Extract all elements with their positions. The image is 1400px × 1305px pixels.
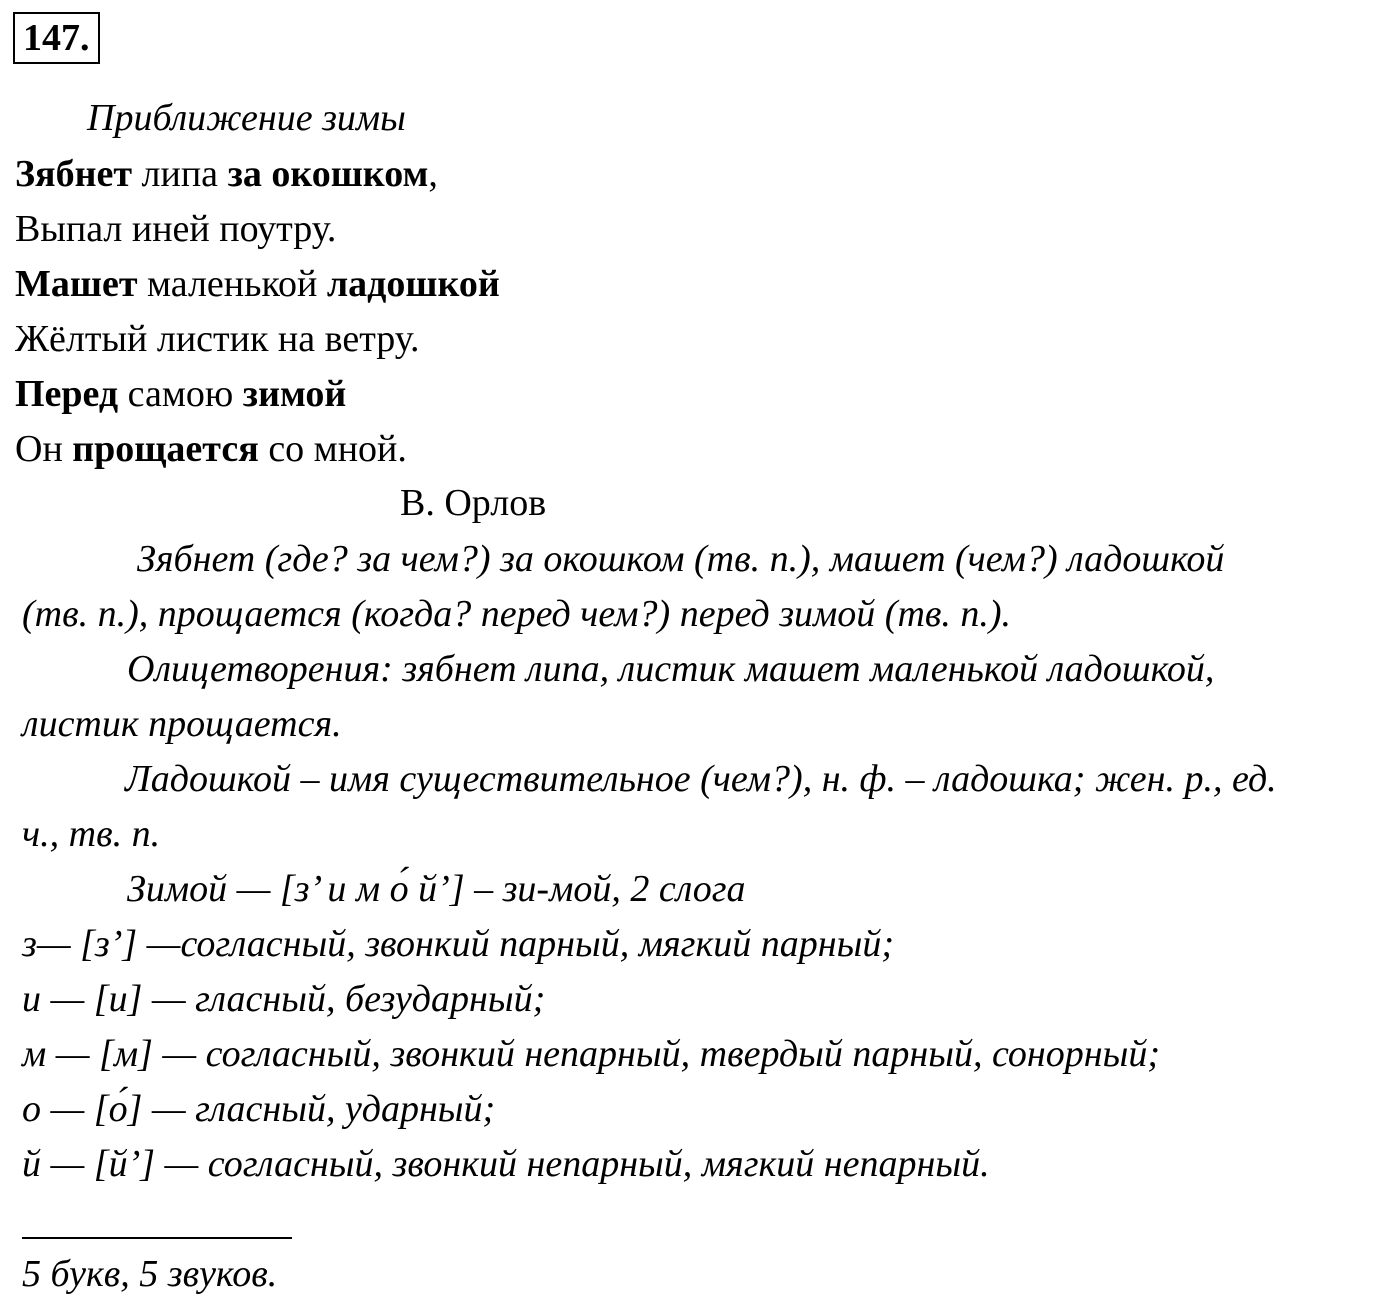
poem-line (15, 320, 419, 358)
analysis-line: м — [м] — согласный, звонкий непарный, твердый парный, сонорный; (22, 1033, 1160, 1075)
analysis-line: ч., тв. п. (22, 813, 161, 855)
poem-text: Жёлтый листик на ветру. (15, 318, 420, 360)
bold-word: Перед (15, 373, 119, 415)
analysis-line: Зимой — [з’ и м о́ й’] – зи-мой, 2 слога (127, 868, 746, 910)
poem-line (15, 265, 500, 303)
analysis-line: листик прощается. (22, 703, 342, 745)
poem-title: Приближение зимы (87, 97, 406, 139)
analysis-line: з— [з’] —согласный, звонкий парный, мягкий парный; (22, 923, 894, 965)
footnote-divider (22, 1237, 292, 1239)
poem-author: В. Орлов (400, 482, 547, 524)
analysis-line: Зябнет (где? за чем?) за окошком (тв. п.), машет (чем?) ладошкой (137, 538, 1225, 580)
poem-text: липа (132, 153, 228, 195)
bold-word: прощается (72, 428, 259, 470)
analysis-line: Олицетворения: зябнет липа, листик машет маленькой ладошкой, (127, 648, 1215, 690)
footnote: 5 букв, 5 звуков. (22, 1253, 278, 1295)
poem-text: Выпал иней поутру. (15, 208, 337, 250)
poem-text: маленькой (137, 263, 327, 305)
poem-line (15, 375, 346, 413)
poem-text: , (428, 153, 438, 195)
poem-line (15, 155, 438, 193)
poem-line (15, 430, 407, 468)
bold-word: зимой (242, 373, 347, 415)
analysis-line: и — [и] — гласный, безударный; (22, 978, 546, 1020)
poem-text: Он (15, 428, 73, 470)
analysis-line: Ладошкой – имя существительное (чем?), н. ф. – ладошка; жен. р., ед. (125, 758, 1277, 800)
bold-word: Зябнет (15, 153, 133, 195)
bold-word: Машет (15, 263, 138, 305)
bold-word: за окошком (227, 153, 429, 195)
analysis-line: о — [о́] — гласный, ударный; (22, 1088, 496, 1130)
analysis-line: (тв. п.), прощается (когда? перед чем?) перед зимой (тв. п.). (22, 593, 1012, 635)
poem-text: самою (118, 373, 243, 415)
exercise-number: 147. (13, 12, 100, 64)
bold-word: ладошкой (326, 263, 500, 305)
poem-text: со мной. (258, 428, 407, 470)
analysis-line: й — [й’] — согласный, звонкий непарный, мягкий непарный. (22, 1143, 990, 1185)
poem-line (15, 210, 336, 248)
